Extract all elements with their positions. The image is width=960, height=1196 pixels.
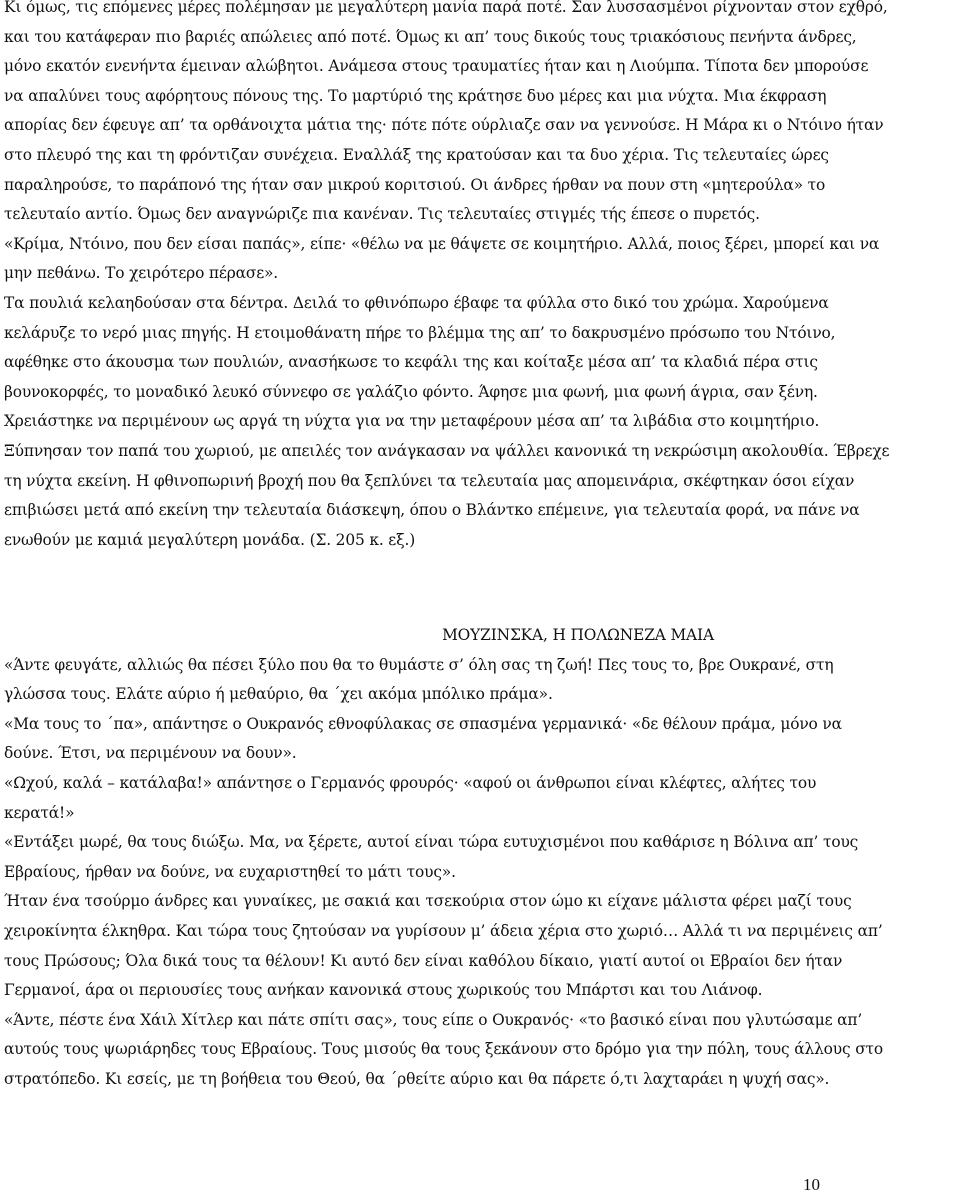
text-line: «Άντε φευγάτε, αλλιώς θα πέσει ξύλο που θα το θυμάστε σ’ όλη σας τη ζωή! Πες τους το, βρε Ουκρανέ, στη [4,655,834,674]
text-line: και του κατάφεραν πιο βαριές απώλειες από ποτέ. Όμως κι απ’ τους δικούς τους τριακόσιους πενήντα άνδρες, [4,27,857,46]
text-line: μην πεθάνω. Το χειρότερο πέρασε». [4,264,279,283]
text-line: κελάρυζε το νερό μιας πηγής. Η ετοιμοθάνατη πήρε το βλέμμα της απ’ το δακρυσμένο πρόσωπο του Ντόινο, [4,323,836,342]
text-line: Εβραίους, ήρθαν να δούνε, να ευχαριστηθεί το μάτι τους». [4,862,456,881]
text-line: επιβιώσει μετά από εκείνη την τελευταία διάσκεψη, όπου ο Βλάντκο επέμεινε, για τελευταία φορά, να πάνε να [4,501,860,520]
text-line: τη νύχτα εκείνη. Η φθινοπωρινή βροχή που θα ξεπλύνει τα τελευταία μας απομεινάρια, σκέφτηκαν όσοι είχαν [4,471,855,490]
text-line: Κι όμως, τις επόμενες μέρες πολέμησαν με μεγαλύτερη μανία παρά ποτέ. Σαν λυσσασμένοι ρίχνονταν στον εχθρό, [4,0,888,16]
text-line: Ήταν ένα τσούρμο άνδρες και γυναίκες, με σακιά και τσεκούρια στον ώμο κι είχανε μάλιστα φέρει μαζί τους [4,892,852,911]
text-line: αυτούς τους ψωριάρηδες τους Εβραίους. Τους μισούς θα τους ξεκάνουν στο δρόμο για την πόλη, τους άλλους στο [4,1040,884,1059]
text-line: γλώσσα τους. Ελάτε αύριο ή μεθαύριο, θα ΄χει ακόμα μπόλικο πράμα». [4,685,553,704]
page-number: 10 [803,1175,820,1194]
text-line: Τα πουλιά κελαηδούσαν στα δέντρα. Δειλά το φθινόπωρο έβαφε τα φύλλα στο δικό του χρώμα. Χαρούμενα [4,293,829,312]
text-line: τελευταίο αντίο. Όμως δεν αναγνώριζε πια κανέναν. Τις τελευταίες στιγμές τής έπεσε ο πυρετός. [4,205,760,224]
text-line: μόνο εκατόν ενενήντα έμειναν αλώβητοι. Ανάμεσα στους τραυματίες ήταν και η Λιούμπα. Τίποτα δεν μπορούσε [4,57,869,76]
section-heading: ΜΟΥΖΙΝΣΚΑ, Η ΠΟΛΩΝΕΖΑ ΜΑΙΑ [442,626,714,644]
text-line: δούνε. Έτσι, να περιμένουν να δουν». [4,744,297,763]
text-line: «Εντάξει μωρέ, θα τους διώξω. Μα, να ξέρετε, αυτοί είναι τώρα ευτυχισμένοι που καθάρισε η Βόλινα απ’ τους [4,833,859,852]
text-line: Ξύπνησαν τον παπά του χωριού, με απειλές τον ανάγκασαν να ψάλλει κανονικά τη νεκρώσιμη ακολουθία. Έβρεχε [4,441,890,460]
text-line: «Ωχού, καλά – κατάλαβα!» απάντησε ο Γερμανός φρουρός· «αφού οι άνθρωποι είναι κλέφτες, αλήτες του [4,773,817,792]
text-line: «Μα τους το ΄πα», απάντησε ο Ουκρανός εθνοφύλακας σε σπασμένα γερμανικά· «δε θέλουν πράμα, μόνο να [4,714,842,733]
text-line: «Κρίμα, Ντόινο, που δεν είσαι παπάς», είπε· «θέλω να με θάψετε σε κοιμητήριο. Αλλά, ποιος ξέρει, μπορεί και να [4,234,880,253]
text-line: ενωθούν με καμιά μεγαλύτερη μονάδα. (Σ. 205 κ. εξ.) [4,530,416,549]
text-line: Χρειάστηκε να περιμένουν ως αργά τη νύχτα για να την μεταφέρουν μέσα απ’ τα λιβάδια στο κοιμητήριο. [4,412,820,431]
body-text-section-2 [4,621,956,1095]
text-line: παραληρούσε, το παράπονό της ήταν σαν μικρού κοριτσιού. Οι άνδρες ήρθαν να πουν στη «μητερούλα» το [4,175,826,194]
text-line: κερατά!» [4,803,75,822]
text-line: απορίας δεν έφευγε απ’ τα ορθάνοιχτα μάτια της· πότε πότε ούρλιαζε σαν να γεννούσε. Η Μάρα κι ο Ντόινο ήταν [4,116,884,135]
text-line: βουνοκορφές, το μοναδικό λευκό σύννεφο σε γαλάζιο φόντο. Άφησε μια φωνή, μια φωνή άγρια, σαν ξένη. [4,382,818,401]
body-text-section-1 [4,0,956,555]
text-line: χειροκίνητα έλκηθρα. Και τώρα τους ζητούσαν να γυρίσουν μ’ άδεια χέρια στο χωριό… Αλλά τι να περιμένεις απ’ [4,921,883,940]
text-line: αφέθηκε στο άκουσμα των πουλιών, ανασήκωσε το κεφάλι της και κοίταξε μέσα απ’ τα κλαδιά πέρα στις [4,353,818,372]
text-line: στρατόπεδο. Κι εσείς, με τη βοήθεια του Θεού, θα ΄ρθείτε αύριο και θα πάρετε ό,τι λαχταράει η ψυχή σας». [4,1069,830,1088]
text-line: να απαλύνει τους αφόρητους πόνους της. Το μαρτύριό της κράτησε δυο μέρες και μια νύχτα. Μια έκφραση [4,86,827,105]
text-line: στο πλευρό της και τη φρόντιζαν συνέχεια. Εναλλάξ της κρατούσαν και τα δυο χέρια. Τις τελευταίες ώρες [4,145,829,164]
text-line: «Άντε, πέστε ένα Χάιλ Χίτλερ και πάτε σπίτι σας», τους είπε ο Ουκρανός· «το βασικό είναι που γλυτώσαμε απ’ [4,1010,863,1029]
text-line: Γερμανοί, άρα οι περιουσίες τους ανήκαν κανονικά στους χωρικούς του Μπάρτσι και του Λιάνοφ. [4,981,763,1000]
text-line: τους Πρώσους; Όλα δικά τους τα θέλουν! Κι αυτό δεν είναι καθόλου δίκαιο, γιατί αυτοί οι Εβραίοι δεν ήταν [4,951,843,970]
